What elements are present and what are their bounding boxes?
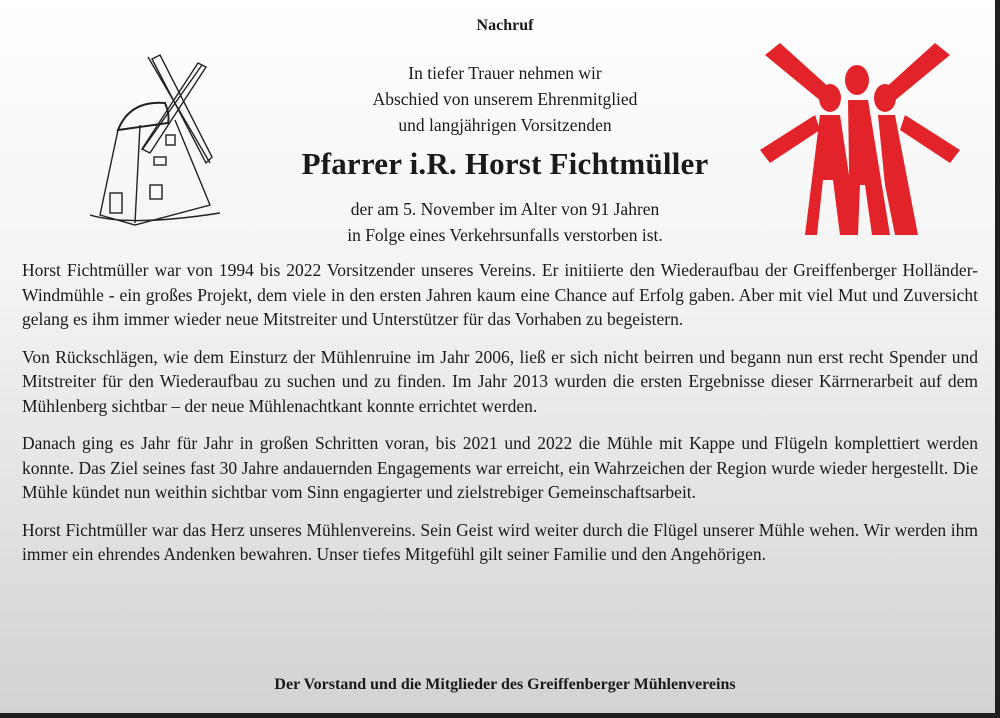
paragraph: Danach ging es Jahr für Jahr in großen Schritten voran, bis 2021 und 2022 die Mühle mit Kappe und Flügeln komplettiert werden konnte. Das Ziel seines fast 30 Jahre andauernden Engagements war erreicht, ein Wahrzeichen der Region wurde wieder hergestellt. Die Mühle kündet nun weithin sichtbar vom Sinn engagierter und zielstrebiger Gemeinschaftsarbeit. (22, 433, 978, 502)
paragraph: Horst Fichtmüller war von 1994 bis 2022 Vorsitzender unseres Vereins. Er initiierte den Wiederaufbau der Greiffenberger Holländer-Windmühle - ein großes Projekt, dem viele in den ersten Jahren kaum eine Chance auf Erfolg gaben. Aber mit viel Mut und Zuversicht gelang es ihm immer wieder neue Mitstreiter und Unterstützer für das Vorhaben zu begeistern. (22, 260, 978, 329)
death-line: in Folge eines Verkehrsunfalls verstorben ist. (347, 225, 663, 245)
death-notice (0, 196, 1000, 248)
obituary-body (22, 258, 978, 580)
death-line: der am 5. November im Alter von 91 Jahren (350, 199, 660, 219)
intro-text (0, 60, 1000, 138)
paragraph: Horst Fichtmüller war das Herz unseres Mühlenvereins. Sein Geist wird weiter durch die Flügel unserer Mühle wehen. Wir werden ihm immer ein ehrendes Andenken bewahren. Unser tiefes Mitgefühl gilt seiner Familie und den Angehörigen. (22, 519, 978, 564)
intro-line: In tiefer Trauer nehmen wir (408, 63, 602, 83)
signature: Der Vorstand und die Mitglieder des Greiffenberger Mühlenvereins (274, 676, 736, 693)
kicker-heading: Nachruf (476, 17, 534, 34)
deceased-name: Pfarrer i.R. Horst Fichtmüller (301, 146, 709, 181)
intro-line: und langjährigen Vorsitzenden (398, 115, 612, 135)
paragraph: Von Rückschlägen, wie dem Einsturz der Mühlenruine im Jahr 2006, ließ er sich nicht beirren und begann nun erst recht Spender und Mitstreiter für den Wiederaufbau zu suchen und zu finden. Im Jahr 2013 wurden die ersten Ergebnisse dieser Kärrnerarbeit auf dem Mühlenberg sichtbar – der neue Mühlenachtkant konnte errichtet werden. (22, 346, 978, 416)
intro-line: Abschied von unserem Ehrenmitglied (372, 89, 638, 109)
